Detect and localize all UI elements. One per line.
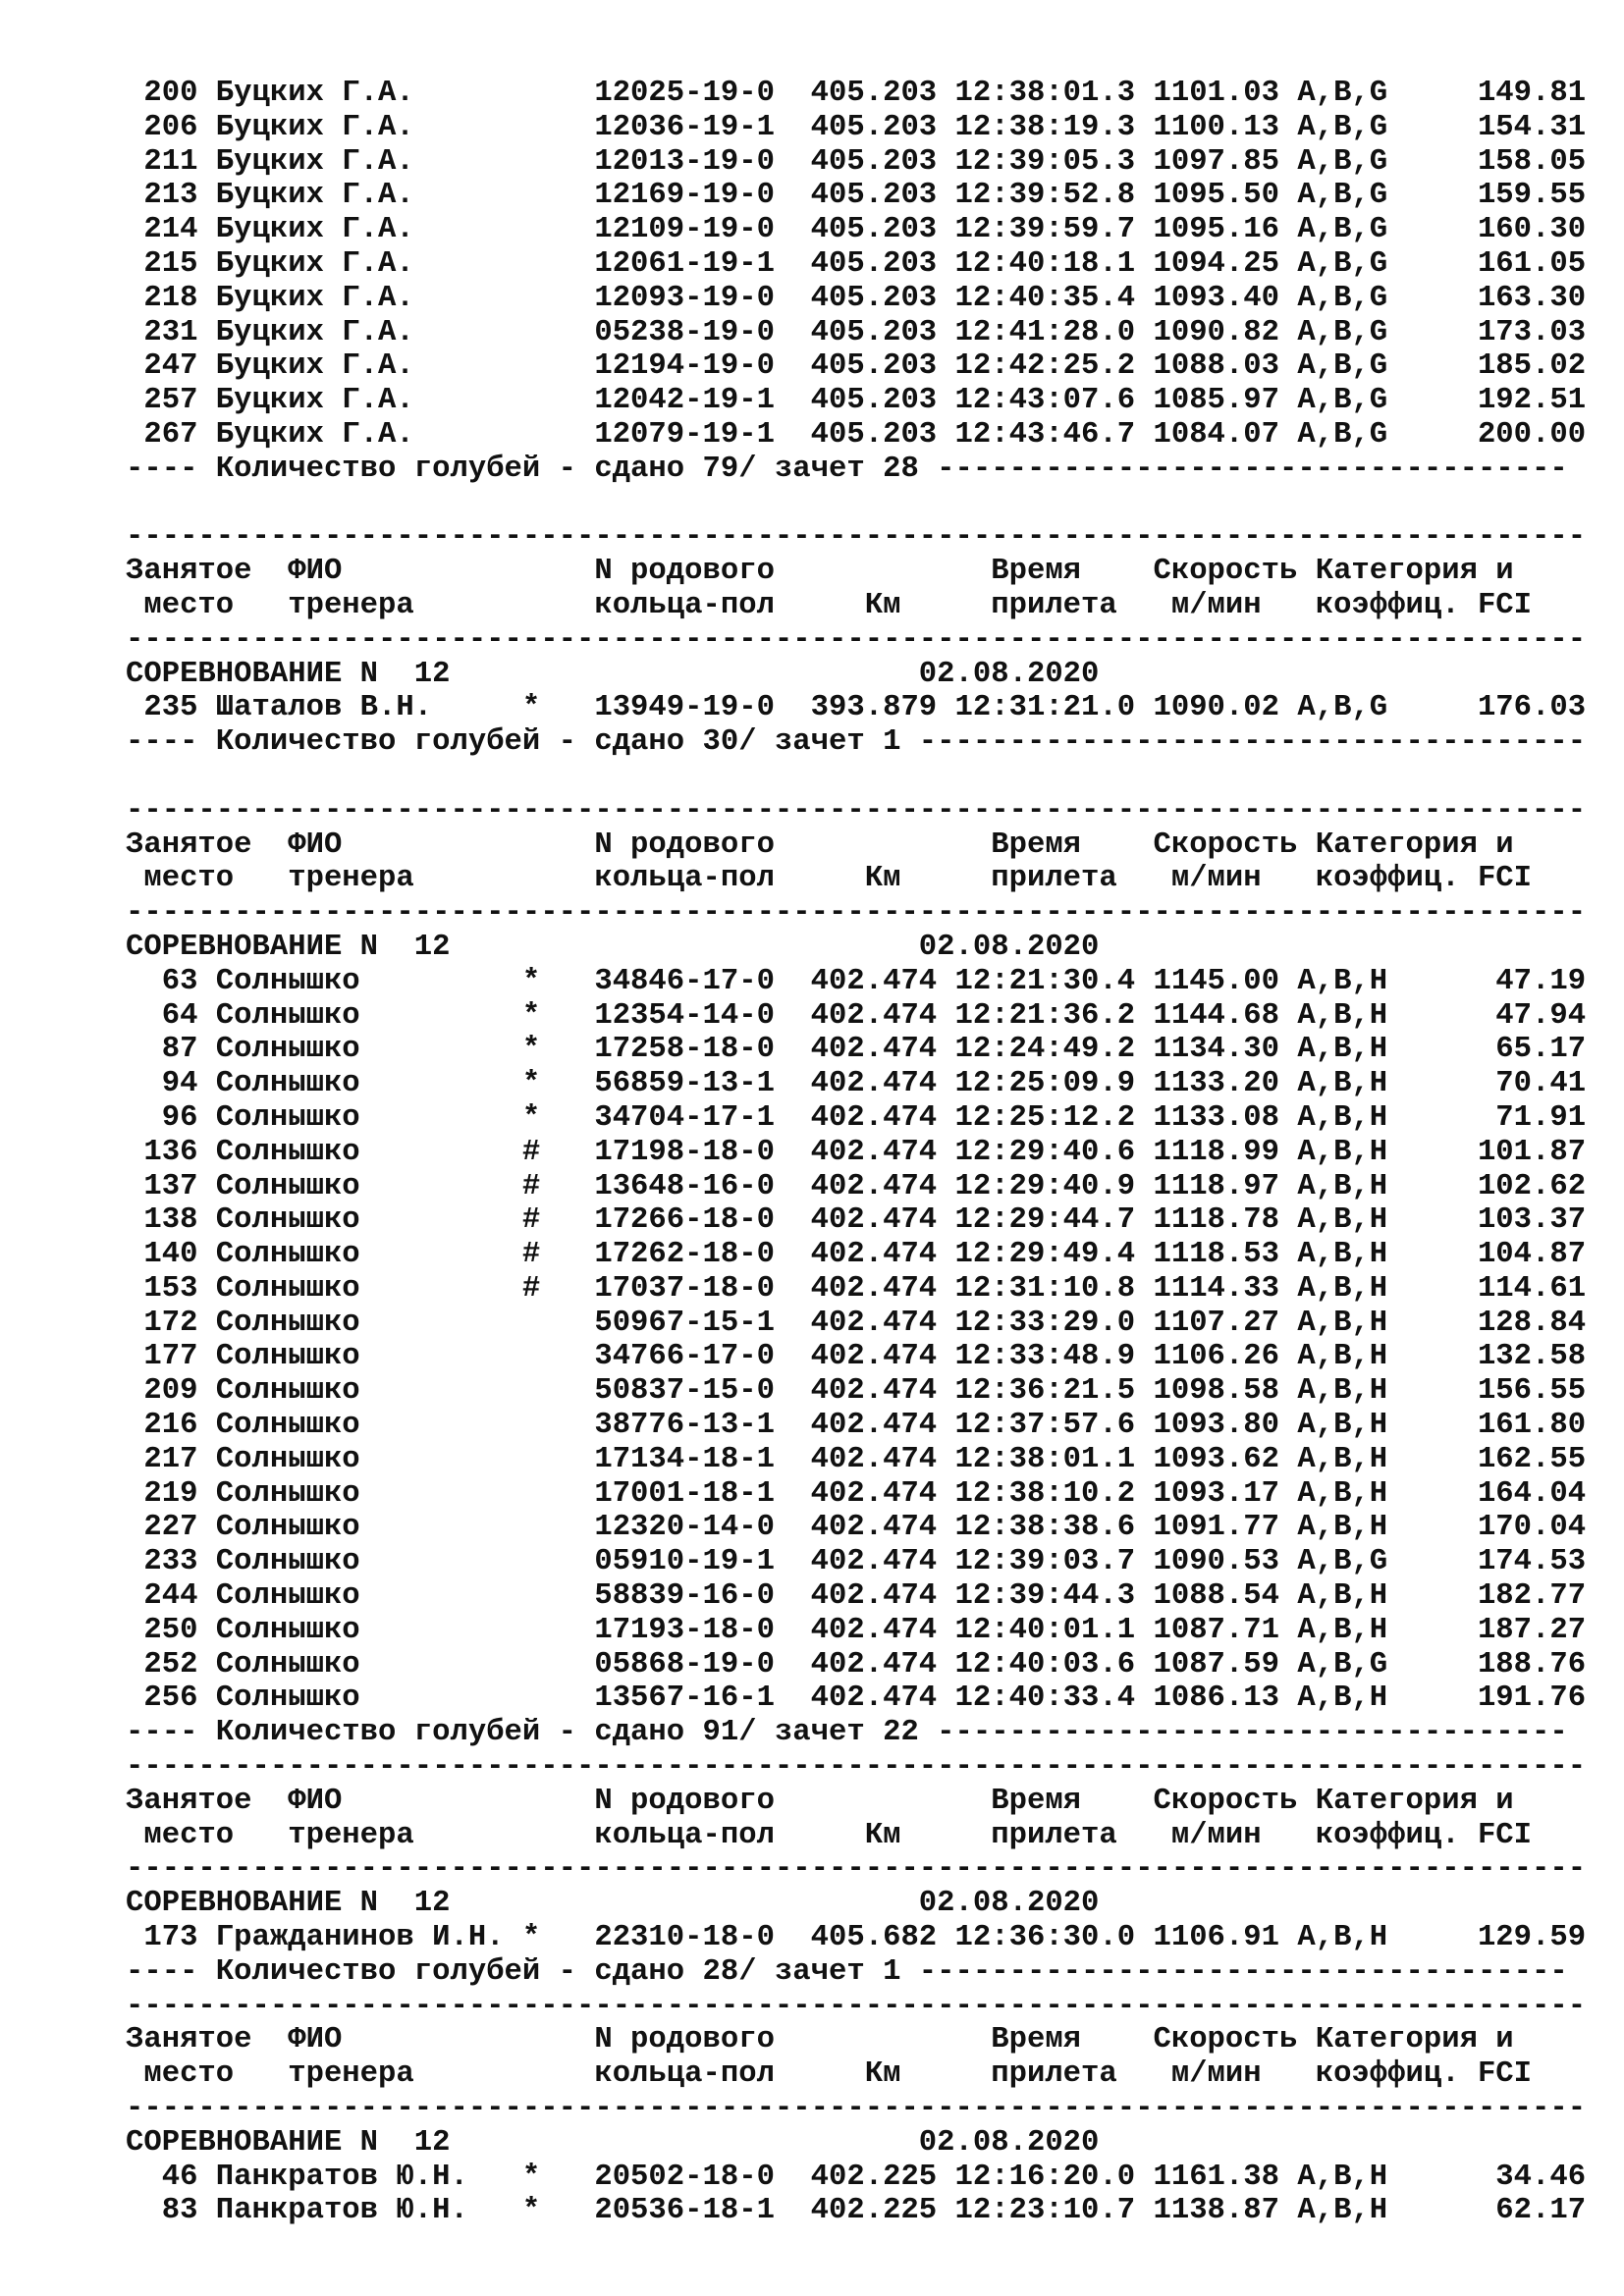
separator-rule: --------------------------------------------------------------------------------- xyxy=(126,520,1587,555)
result-row: 138 Солнышко # 17266-18-0 402.474 12:29:44.7 1118.78 A,B,H 103.37 xyxy=(126,1203,1587,1238)
result-row: 172 Солнышко 50967-15-1 402.474 12:33:29.0 1107.27 A,B,H 128.84 xyxy=(126,1306,1587,1340)
result-row: 257 Буцких Г.А. 12042-19-1 405.203 12:43:07.6 1085.97 A,B,G 192.51 xyxy=(126,384,1587,418)
column-header-row-1: Занятое ФИО N родового Время Скорость Категория и xyxy=(126,2023,1514,2057)
result-row: 216 Солнышко 38776-13-1 402.474 12:37:57.6 1093.80 A,B,H 161.80 xyxy=(126,1409,1587,1443)
separator-rule: --------------------------------------------------------------------------------- xyxy=(126,1989,1587,2023)
result-row: 140 Солнышко # 17262-18-0 402.474 12:29:49.4 1118.53 A,B,H 104.87 xyxy=(126,1238,1587,1272)
summary-line: ---- Количество голубей - сдано 91/ зачет 22 ----------------------------------- xyxy=(126,1716,1568,1750)
results-printout xyxy=(126,77,1608,2228)
blank-spacer xyxy=(126,487,1608,521)
result-row: 173 Гражданинов И.Н. * 22310-18-0 405.682 12:36:30.0 1106.91 A,B,H 129.59 xyxy=(126,1921,1587,1955)
separator-rule: --------------------------------------------------------------------------------- xyxy=(126,896,1587,931)
result-row: 267 Буцких Г.А. 12079-19-1 405.203 12:43:46.7 1084.07 A,B,G 200.00 xyxy=(126,417,1587,452)
result-row: 233 Солнышко 05910-19-1 402.474 12:39:03.7 1090.53 A,B,G 174.53 xyxy=(126,1545,1587,1579)
result-row: 136 Солнышко # 17198-18-0 402.474 12:29:40.6 1118.99 A,B,H 101.87 xyxy=(126,1135,1587,1169)
separator-rule: --------------------------------------------------------------------------------- xyxy=(126,1852,1587,1887)
competition-title: СОРЕВНОВАНИЕ N 12 02.08.2020 xyxy=(126,1887,1100,1921)
summary-line: ---- Количество голубей - сдано 28/ зачет 1 ------------------------------------ xyxy=(126,1954,1568,1989)
result-row: 177 Солнышко 34766-17-0 402.474 12:33:48.9 1106.26 A,B,H 132.58 xyxy=(126,1340,1587,1374)
result-row: 137 Солнышко # 13648-16-0 402.474 12:29:40.9 1118.97 A,B,H 102.62 xyxy=(126,1169,1587,1203)
result-row: 244 Солнышко 58839-16-0 402.474 12:39:44.3 1088.54 A,B,H 182.77 xyxy=(126,1579,1587,1614)
column-header-row-1: Занятое ФИО N родового Время Скорость Категория и xyxy=(126,555,1514,589)
result-row: 83 Панкратов Ю.Н. * 20536-18-1 402.225 12:23:10.7 1138.87 A,B,H 62.17 xyxy=(126,2194,1587,2228)
competition-title: СОРЕВНОВАНИЕ N 12 02.08.2020 xyxy=(126,657,1100,691)
result-row: 94 Солнышко * 56859-13-1 402.474 12:25:09.9 1133.20 A,B,H 70.41 xyxy=(126,1067,1587,1101)
column-header-row-2: место тренера кольца-пол Км прилета м/мин коэффиц. FCI xyxy=(126,2057,1533,2092)
result-row: 206 Буцких Г.А. 12036-19-1 405.203 12:38:19.3 1100.13 A,B,G 154.31 xyxy=(126,110,1587,144)
result-row: 209 Солнышко 50837-15-0 402.474 12:36:21.5 1098.58 A,B,H 156.55 xyxy=(126,1374,1587,1409)
result-row: 63 Солнышко * 34846-17-0 402.474 12:21:30.4 1145.00 A,B,H 47.19 xyxy=(126,964,1587,998)
result-row: 64 Солнышко * 12354-14-0 402.474 12:21:36.2 1144.68 A,B,H 47.94 xyxy=(126,998,1587,1033)
result-row: 247 Буцких Г.А. 12194-19-0 405.203 12:42:25.2 1088.03 A,B,G 185.02 xyxy=(126,349,1587,384)
blank-spacer xyxy=(126,760,1608,794)
result-row: 252 Солнышко 05868-19-0 402.474 12:40:03.6 1087.59 A,B,G 188.76 xyxy=(126,1647,1587,1682)
result-row: 213 Буцких Г.А. 12169-19-0 405.203 12:39:52.8 1095.50 A,B,G 159.55 xyxy=(126,179,1587,213)
column-header-row-1: Занятое ФИО N родового Время Скорость Категория и xyxy=(126,828,1514,862)
result-row: 231 Буцких Г.А. 05238-19-0 405.203 12:41:28.0 1090.82 A,B,G 173.03 xyxy=(126,315,1587,349)
result-row: 235 Шаталов В.Н. * 13949-19-0 393.879 12:31:21.0 1090.02 A,B,G 176.03 xyxy=(126,691,1587,725)
column-header-row-2: место тренера кольца-пол Км прилета м/мин коэффиц. FCI xyxy=(126,862,1533,896)
result-row: 217 Солнышко 17134-18-1 402.474 12:38:01.1 1093.62 A,B,H 162.55 xyxy=(126,1442,1587,1476)
separator-rule: --------------------------------------------------------------------------------- xyxy=(126,793,1587,828)
separator-rule: --------------------------------------------------------------------------------- xyxy=(126,1750,1587,1785)
column-header-row-2: место тренера кольца-пол Км прилета м/мин коэффиц. FCI xyxy=(126,1818,1533,1852)
result-row: 46 Панкратов Ю.Н. * 20502-18-0 402.225 12:16:20.0 1161.38 A,B,H 34.46 xyxy=(126,2160,1587,2194)
result-row: 256 Солнышко 13567-16-1 402.474 12:40:33.4 1086.13 A,B,H 191.76 xyxy=(126,1682,1587,1716)
result-row: 215 Буцких Г.А. 12061-19-1 405.203 12:40:18.1 1094.25 A,B,G 161.05 xyxy=(126,246,1587,281)
summary-line: ---- Количество голубей - сдано 30/ зачет 1 ------------------------------------- xyxy=(126,725,1587,760)
result-row: 96 Солнышко * 34704-17-1 402.474 12:25:12.2 1133.08 A,B,H 71.91 xyxy=(126,1100,1587,1135)
column-header-row-1: Занятое ФИО N родового Время Скорость Категория и xyxy=(126,1784,1514,1818)
summary-line: ---- Количество голубей - сдано 79/ зачет 28 ----------------------------------- xyxy=(126,452,1568,486)
result-row: 250 Солнышко 17193-18-0 402.474 12:40:01.1 1087.71 A,B,H 187.27 xyxy=(126,1613,1587,1647)
competition-title: СОРЕВНОВАНИЕ N 12 02.08.2020 xyxy=(126,930,1100,964)
result-row: 218 Буцких Г.А. 12093-19-0 405.203 12:40:35.4 1093.40 A,B,G 163.30 xyxy=(126,281,1587,315)
competition-title: СОРЕВНОВАНИЕ N 12 02.08.2020 xyxy=(126,2125,1100,2160)
result-row: 200 Буцких Г.А. 12025-19-0 405.203 12:38:01.3 1101.03 A,B,G 149.81 xyxy=(126,77,1587,110)
separator-rule: --------------------------------------------------------------------------------- xyxy=(126,622,1587,657)
result-row: 87 Солнышко * 17258-18-0 402.474 12:24:49.2 1134.30 A,B,H 65.17 xyxy=(126,1033,1587,1067)
result-row: 219 Солнышко 17001-18-1 402.474 12:38:10.2 1093.17 A,B,H 164.04 xyxy=(126,1476,1587,1511)
result-row: 211 Буцких Г.А. 12013-19-0 405.203 12:39:05.3 1097.85 A,B,G 158.05 xyxy=(126,144,1587,179)
column-header-row-2: место тренера кольца-пол Км прилета м/мин коэффиц. FCI xyxy=(126,588,1533,622)
separator-rule: --------------------------------------------------------------------------------- xyxy=(126,2092,1587,2126)
result-row: 153 Солнышко # 17037-18-0 402.474 12:31:10.8 1114.33 A,B,H 114.61 xyxy=(126,1271,1587,1306)
result-row: 214 Буцких Г.А. 12109-19-0 405.203 12:39:59.7 1095.16 A,B,G 160.30 xyxy=(126,213,1587,247)
result-row: 227 Солнышко 12320-14-0 402.474 12:38:38.6 1091.77 A,B,H 170.04 xyxy=(126,1511,1587,1545)
